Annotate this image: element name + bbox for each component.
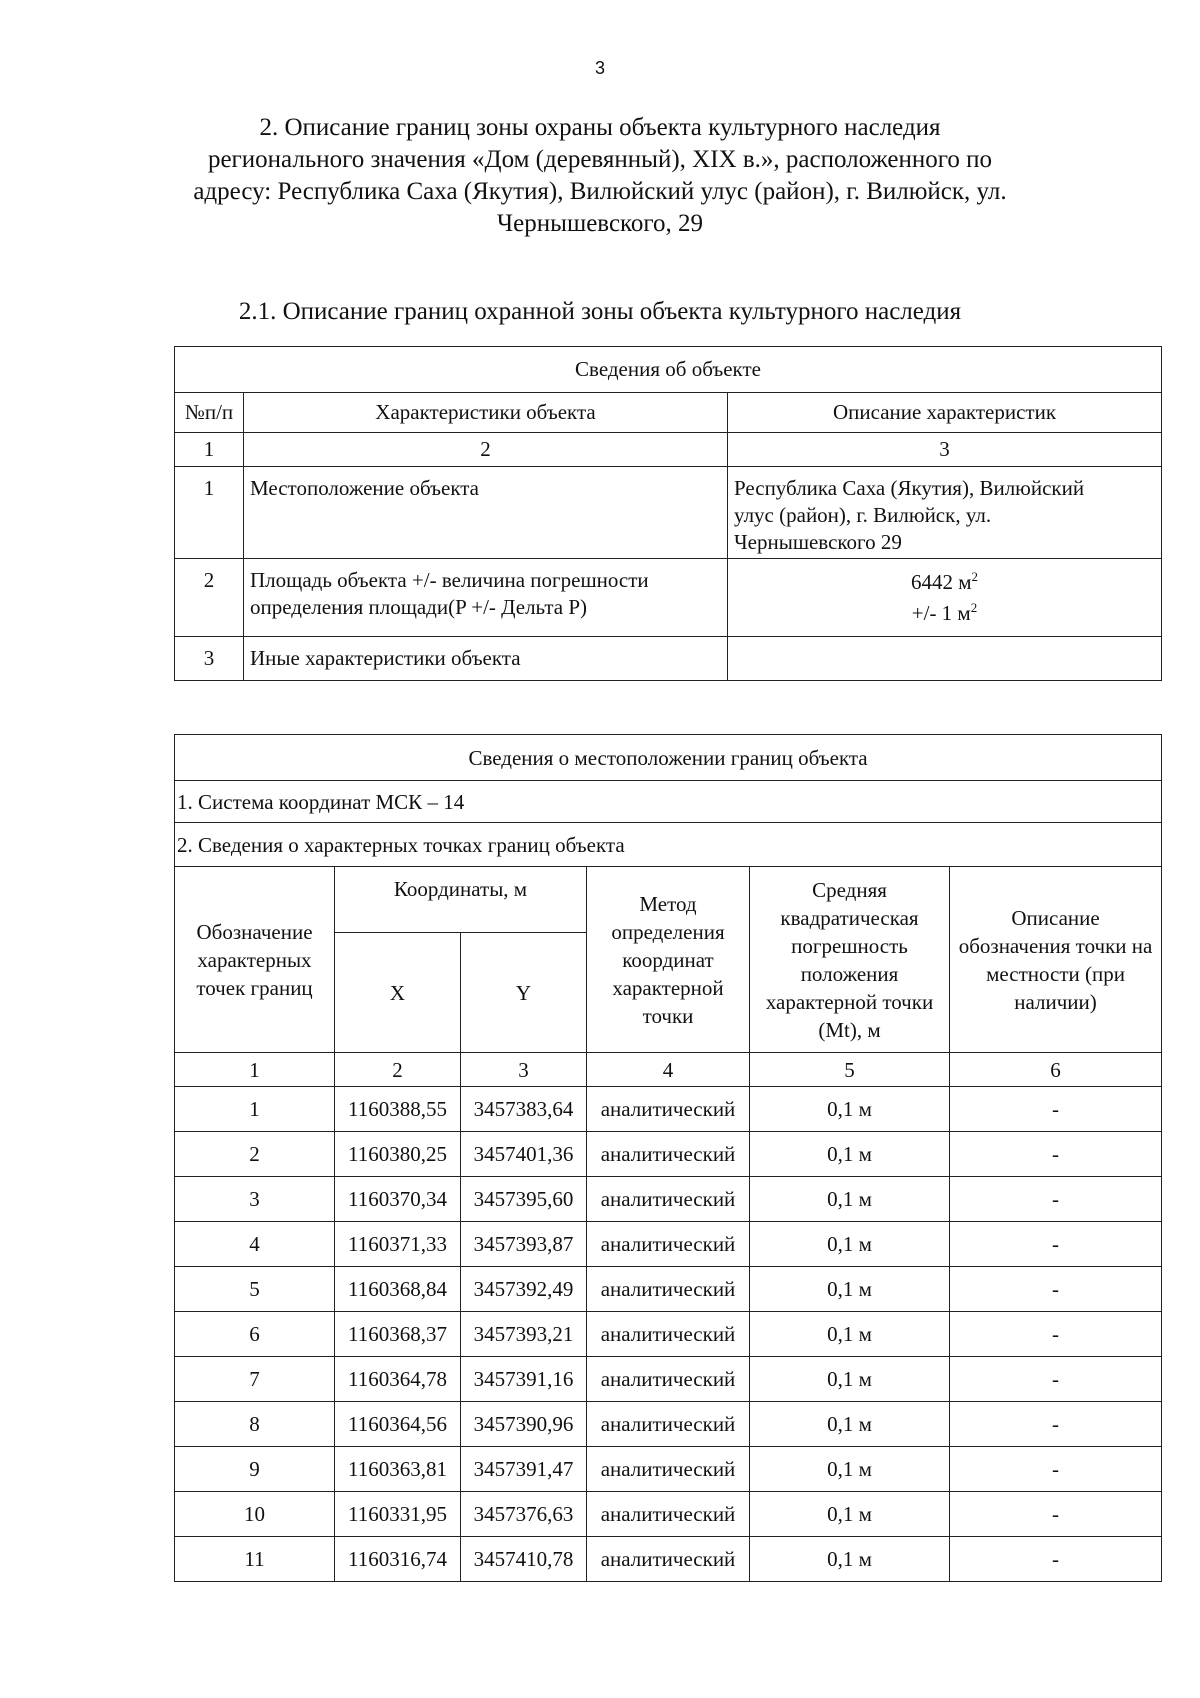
point-number: 4	[175, 1222, 335, 1267]
table-caption: Сведения об объекте	[175, 347, 1162, 393]
column-header-row	[175, 867, 1162, 933]
table-header-row	[175, 735, 1162, 781]
column-number: 1	[175, 433, 244, 467]
point-number: 3	[175, 1177, 335, 1222]
table-row	[175, 559, 1162, 637]
point-description: -	[950, 1402, 1162, 1447]
characteristic-name: Иные характеристики объекта	[244, 637, 728, 681]
name-line: определения площади(P +/- Дельта P)	[250, 595, 588, 619]
table-row	[175, 823, 1162, 867]
error-value: 0,1 м	[750, 1312, 950, 1357]
method-value: аналитический	[587, 1312, 750, 1357]
point-description: -	[950, 1447, 1162, 1492]
coordinate-y: 3457383,64	[461, 1087, 587, 1132]
column-header-description: Описание характеристик	[728, 393, 1162, 433]
row-number: 2	[175, 559, 244, 637]
characteristic-value	[728, 467, 1162, 559]
column-number-row	[175, 1053, 1162, 1087]
page-number: 3	[594, 58, 605, 78]
table-row	[175, 1132, 1162, 1177]
column-number: 6	[950, 1053, 1162, 1087]
title-line: 2. Описание границ зоны охраны объекта культурного наследия	[259, 114, 941, 141]
value-line: Чернышевского 29	[734, 530, 902, 554]
table-caption: Сведения о местоположении границ объекта	[175, 735, 1162, 781]
coordinate-x: 1160363,81	[335, 1447, 461, 1492]
coordinate-y: 3457393,21	[461, 1312, 587, 1357]
tolerance-text: +/- 1 м	[911, 601, 971, 625]
error-value: 0,1 м	[750, 1177, 950, 1222]
column-number: 3	[461, 1053, 587, 1087]
table-row	[175, 637, 1162, 681]
error-value: 0,1 м	[750, 1537, 950, 1582]
points-section-title: 2. Сведения о характерных точках границ объекта	[175, 823, 1162, 867]
tolerance-superscript: 2	[970, 600, 978, 615]
characteristic-name: Местоположение объекта	[244, 467, 728, 559]
point-description: -	[950, 1222, 1162, 1267]
coordinate-x: 1160380,25	[335, 1132, 461, 1177]
error-value: 0,1 м	[750, 1132, 950, 1177]
column-number: 1	[175, 1053, 335, 1087]
area-value	[734, 567, 1155, 597]
column-header-number: №п/п	[175, 393, 244, 433]
point-number: 8	[175, 1402, 335, 1447]
section-subtitle: 2.1. Описание границ охранной зоны объекта культурного наследия	[238, 298, 962, 325]
coordinate-y: 3457391,47	[461, 1447, 587, 1492]
coordinate-x: 1160371,33	[335, 1222, 461, 1267]
coordinate-x: 1160368,84	[335, 1267, 461, 1312]
point-number: 6	[175, 1312, 335, 1357]
error-value: 0,1 м	[750, 1267, 950, 1312]
point-description: -	[950, 1132, 1162, 1177]
column-header-method: Метод определения координат характерной точки	[587, 867, 750, 1053]
point-description: -	[950, 1087, 1162, 1132]
column-number: 5	[750, 1053, 950, 1087]
column-header-y: Y	[461, 933, 587, 1053]
coordinate-system: 1. Система координат МСК – 14	[175, 781, 1162, 823]
error-value: 0,1 м	[750, 1087, 950, 1132]
column-number: 2	[244, 433, 728, 467]
coordinate-x: 1160364,56	[335, 1402, 461, 1447]
document-title	[150, 112, 1050, 240]
table-row	[175, 1312, 1162, 1357]
column-number-row	[175, 433, 1162, 467]
coordinate-y: 3457395,60	[461, 1177, 587, 1222]
area-text: 6442 м	[910, 570, 972, 594]
object-info-table	[174, 346, 1162, 681]
points-body	[175, 1087, 1162, 1582]
column-header-description: Описание обозначения точки на местности (при наличии)	[950, 867, 1162, 1053]
table-row	[175, 1402, 1162, 1447]
column-number: 3	[728, 433, 1162, 467]
table-row	[175, 781, 1162, 823]
method-value: аналитический	[587, 1222, 750, 1267]
table-header-row	[175, 347, 1162, 393]
method-value: аналитический	[587, 1087, 750, 1132]
point-description: -	[950, 1537, 1162, 1582]
method-value: аналитический	[587, 1537, 750, 1582]
point-number: 5	[175, 1267, 335, 1312]
table-row	[175, 1447, 1162, 1492]
point-number: 11	[175, 1537, 335, 1582]
name-line: Площадь объекта +/- величина погрешности	[250, 568, 649, 592]
method-value: аналитический	[587, 1402, 750, 1447]
error-value: 0,1 м	[750, 1357, 950, 1402]
area-tolerance	[734, 597, 1155, 629]
column-number: 2	[335, 1053, 461, 1087]
coordinate-x: 1160368,37	[335, 1312, 461, 1357]
table-row	[175, 1492, 1162, 1537]
table-row	[175, 1222, 1162, 1267]
value-line: улус (район), г. Вилюйск, ул.	[734, 503, 992, 527]
error-value: 0,1 м	[750, 1447, 950, 1492]
coordinate-y: 3457410,78	[461, 1537, 587, 1582]
method-value: аналитический	[587, 1132, 750, 1177]
title-line: Чернышевского, 29	[496, 210, 704, 237]
point-description: -	[950, 1357, 1162, 1402]
characteristic-name	[244, 559, 728, 637]
table-row	[175, 1267, 1162, 1312]
point-number: 1	[175, 1087, 335, 1132]
method-value: аналитический	[587, 1357, 750, 1402]
coordinate-x: 1160364,78	[335, 1357, 461, 1402]
point-number: 9	[175, 1447, 335, 1492]
column-header-coordinates: Координаты, м	[335, 867, 587, 933]
table-row	[175, 1357, 1162, 1402]
coordinate-x: 1160331,95	[335, 1492, 461, 1537]
row-number: 3	[175, 637, 244, 681]
coordinate-y: 3457401,36	[461, 1132, 587, 1177]
table-row	[175, 1087, 1162, 1132]
point-description: -	[950, 1177, 1162, 1222]
coordinate-x: 1160388,55	[335, 1087, 461, 1132]
error-value: 0,1 м	[750, 1402, 950, 1447]
point-description: -	[950, 1267, 1162, 1312]
error-value: 0,1 м	[750, 1492, 950, 1537]
column-header-point: Обозначение характерных точек границ	[175, 867, 335, 1053]
table-row	[175, 1177, 1162, 1222]
column-header-row	[175, 393, 1162, 433]
point-description: -	[950, 1312, 1162, 1357]
method-value: аналитический	[587, 1447, 750, 1492]
method-value: аналитический	[587, 1492, 750, 1537]
coordinate-y: 3457393,87	[461, 1222, 587, 1267]
column-number: 4	[587, 1053, 750, 1087]
coordinate-x: 1160316,74	[335, 1537, 461, 1582]
table-row	[175, 467, 1162, 559]
method-value: аналитический	[587, 1267, 750, 1312]
point-number: 2	[175, 1132, 335, 1177]
method-value: аналитический	[587, 1177, 750, 1222]
area-superscript: 2	[971, 569, 979, 584]
table-row	[175, 1537, 1162, 1582]
coordinate-y: 3457390,96	[461, 1402, 587, 1447]
coordinate-y: 3457391,16	[461, 1357, 587, 1402]
characteristic-value	[728, 559, 1162, 637]
characteristic-value	[728, 637, 1162, 681]
error-value: 0,1 м	[750, 1222, 950, 1267]
point-number: 7	[175, 1357, 335, 1402]
column-header-x: X	[335, 933, 461, 1053]
point-description: -	[950, 1492, 1162, 1537]
point-number: 10	[175, 1492, 335, 1537]
coordinate-y: 3457376,63	[461, 1492, 587, 1537]
boundary-points-table	[174, 734, 1162, 1582]
column-header-characteristic: Характеристики объекта	[244, 393, 728, 433]
value-line: Республика Саха (Якутия), Вилюйский	[734, 476, 1085, 500]
coordinate-x: 1160370,34	[335, 1177, 461, 1222]
title-line: регионального значения «Дом (деревянный), XIX в.», расположенного по	[207, 146, 993, 173]
column-header-error: Средняя квадратическая погрешность положения характерной точки (Mt), м	[750, 867, 950, 1053]
coordinate-y: 3457392,49	[461, 1267, 587, 1312]
title-line: адресу: Республика Саха (Якутия), Вилюйский улус (район), г. Вилюйск, ул.	[193, 178, 1007, 205]
row-number: 1	[175, 467, 244, 559]
